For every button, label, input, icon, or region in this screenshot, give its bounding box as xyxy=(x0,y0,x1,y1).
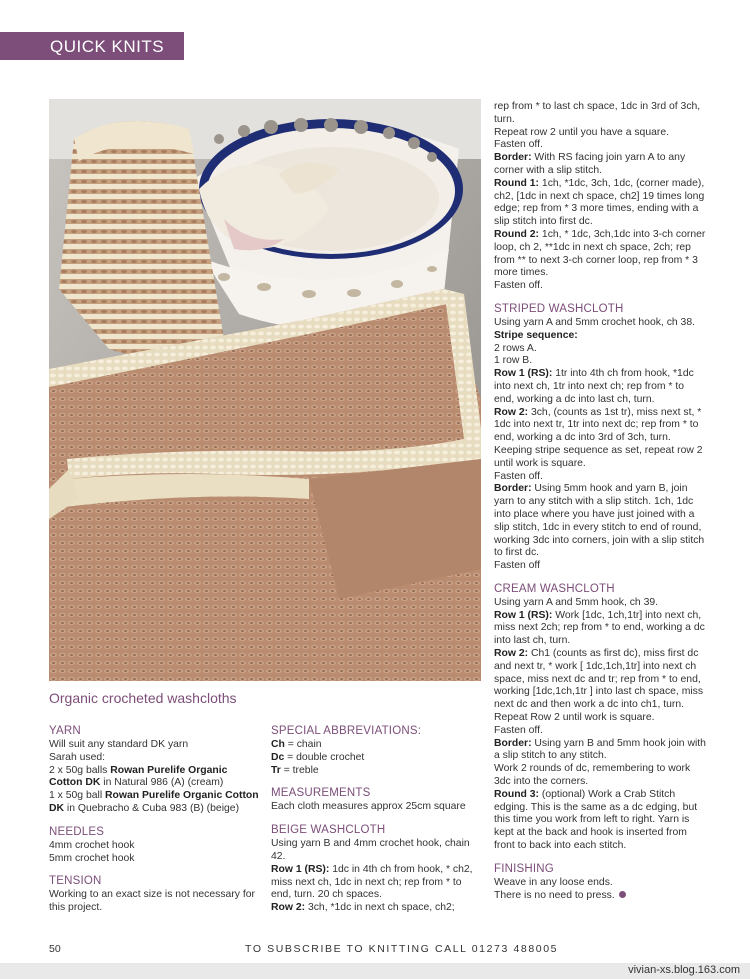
row-text: Using yarn B and 5mm hook join with a slip stitch to any stitch. xyxy=(494,737,706,762)
pattern-text: Using yarn A and 5mm hook, ch 39. xyxy=(494,596,659,608)
pattern-text: Using yarn A and 5mm crochet hook, ch 38. xyxy=(494,316,695,328)
pattern-row xyxy=(494,610,706,648)
pattern-row xyxy=(494,368,706,406)
abbreviation xyxy=(271,765,481,778)
pattern-text: rep from * to last ch space, 1dc in 3rd of 3ch, turn. xyxy=(494,101,701,125)
pattern-text: Fasten off. xyxy=(494,724,543,736)
page-number: 50 xyxy=(49,943,61,955)
text: 1 x 50g ball xyxy=(49,790,106,802)
column-3 xyxy=(494,101,706,902)
pattern-text: 1 row B. xyxy=(494,355,533,367)
pattern-row xyxy=(494,789,706,853)
beige-row xyxy=(271,902,481,915)
yarn-line xyxy=(49,765,259,791)
abbr-term: Ch xyxy=(271,739,285,750)
row-label: Row 2: xyxy=(494,648,529,660)
column-2 xyxy=(271,724,481,915)
end-mark-icon xyxy=(619,891,626,898)
beige-heading: BEIGE WASHCLOTH xyxy=(271,824,386,837)
row-text: Ch1 (counts as first dc), miss first dc and next tr, * work [ 1dc,1ch,1tr] into next ch space, miss next dc and tr; rep from * to end, working [1dc,1ch,1tr ] into last ch space, miss next dc and then work a dc into ch1, turn. xyxy=(494,648,704,711)
yarn-line: Sarah used: xyxy=(49,751,106,763)
pattern-text: Keeping stripe sequence as set, repeat row 2 until work is square. xyxy=(494,444,703,469)
column-1 xyxy=(49,724,259,915)
abbr-def: = chain xyxy=(284,739,322,750)
pattern-text: Fasten off. xyxy=(494,280,543,292)
row-text: 1dc in 4th ch from hook, * ch2, miss next ch, 1dc in next ch; rep from * to end, turn. 20 ch spaces. xyxy=(271,863,473,901)
pattern-row xyxy=(494,229,706,280)
abbr-def: = treble xyxy=(280,764,319,776)
watermark-bar xyxy=(0,963,750,979)
measurements-text: Each cloth measures approx 25cm square xyxy=(271,801,466,813)
row-label: Border: xyxy=(494,152,532,164)
row-label: Round 1: xyxy=(494,177,540,189)
pattern-row xyxy=(494,483,706,560)
row-label: Border: xyxy=(494,737,532,749)
row-label: Border: xyxy=(494,483,532,495)
watermark-text: vivian-xs.blog.163.com xyxy=(628,964,740,976)
row-text: 1tr into 4th ch from hook, *1dc into next ch, 1tr into next ch; rep from * to end, working a dc into last ch, turn. xyxy=(494,368,694,405)
pattern-row xyxy=(494,407,706,445)
beige-text: Using yarn B and 4mm crochet hook, chain 42. xyxy=(271,838,470,862)
finishing-heading: FINISHING xyxy=(494,862,554,875)
row-label: Row 1 (RS): xyxy=(494,368,553,380)
yarn-line: Will suit any standard DK yarn xyxy=(49,739,189,750)
pattern-text: 2 rows A. xyxy=(494,342,537,354)
row-text: 3ch, (counts as 1st tr), miss next st, * 1dc into next tr, 1tr into next dc; rep from * to end, working a dc into 3rd of 3ch, turn. xyxy=(494,406,702,444)
row-label: Row 1 (RS): xyxy=(271,863,330,875)
cream-heading: CREAM WASHCLOTH xyxy=(494,582,615,595)
pattern-row xyxy=(494,178,706,229)
pattern-text xyxy=(494,890,706,903)
pattern-text: Repeat Row 2 until work is square. xyxy=(494,712,655,724)
abbr-def: = double crochet xyxy=(284,751,365,763)
pattern-row xyxy=(494,738,706,764)
yarn-heading: YARN xyxy=(49,725,81,737)
needles-line: 4mm crochet hook xyxy=(49,839,135,851)
pattern-row xyxy=(494,648,706,712)
beige-row xyxy=(271,864,481,902)
text: 2 x 50g balls xyxy=(49,764,111,776)
section-band xyxy=(0,32,184,60)
row-text: Using 5mm hook and yarn B, join yarn to any stitch with a slip stitch. 1ch, 1dc into place where you have just joined with a slip stitch, 1dc in every stitch to end of round, working 3dc into corners, join with a slip stitch to first dc. xyxy=(494,483,705,559)
row-text: With RS facing join yarn A to any corner with a slip stitch. xyxy=(494,152,686,176)
needles-heading: NEEDLES xyxy=(49,825,105,838)
pattern-text: Fasten off. xyxy=(494,139,543,151)
row-text: 3ch, *1dc in next ch space, ch2; xyxy=(305,902,455,914)
pattern-row xyxy=(494,152,706,178)
pattern-text: Fasten off xyxy=(494,560,541,572)
text: in Quebracho & Cuba 983 (B) (beige) xyxy=(64,802,240,814)
abbreviations-heading: SPECIAL ABBREVIATIONS: xyxy=(271,725,422,737)
photo-caption: Organic crocheted washcloths xyxy=(49,690,237,706)
row-label: Row 2: xyxy=(494,406,529,418)
yarn-brand: Rowan Purelife Organic Cotton DK xyxy=(49,764,228,789)
abbr-term: Tr xyxy=(271,764,281,776)
measurements-heading: MEASUREMENTS xyxy=(271,787,371,800)
section-title: QUICK KNITS xyxy=(50,37,165,56)
striped-heading: STRIPED WASHCLOTH xyxy=(494,302,624,315)
pattern-text: Weave in any loose ends. xyxy=(494,876,613,888)
subscribe-line: TO SUBSCRIBE TO KNITTING CALL 01273 488005 xyxy=(245,943,559,955)
washcloth-photo xyxy=(49,99,481,681)
tension-heading: TENSION xyxy=(49,875,102,888)
abbreviation xyxy=(271,752,481,765)
row-text: (optional) Work a Crab Stitch edging. This is the same as a dc edging, but this time you work from left to right. Yarn is kept at the back and hook is inserted from front to back into each stitch. xyxy=(494,788,698,852)
row-text: 1ch, * 1dc, 3ch,1dc into 3-ch corner loop, ch 2, **1dc in next ch space, 2ch; rep from ** to next 3-ch corner loop, rep from * 3 more times. xyxy=(494,228,706,279)
row-text: Work [1dc, 1ch,1tr] into next ch, miss next 2ch; rep from * to end, working a dc into last ch, turn. xyxy=(494,609,705,647)
row-text: 1ch, *1dc, 3ch, 1dc, (corner made), ch2, [1dc in next ch space, ch2] 19 times long edge; rep from * 3 more times, ending with a slip stitch into first dc. xyxy=(494,177,705,228)
text: There is no need to press. xyxy=(494,889,615,901)
yarn-brand: Rowan Purelife Organic Cotton DK xyxy=(49,790,259,814)
text: in Natural 986 (A) (cream) xyxy=(100,777,224,789)
row-label: Row 1 (RS): xyxy=(494,609,553,621)
row-label: Round 3: xyxy=(494,788,540,800)
row-label: Round 2: xyxy=(494,228,540,240)
needles-line: 5mm crochet hook xyxy=(49,852,135,864)
pattern-text: Repeat row 2 until you have a square. xyxy=(494,126,670,138)
pattern-text: Fasten off. xyxy=(494,470,543,482)
abbreviation xyxy=(271,739,481,752)
washcloth-illustration xyxy=(49,99,481,681)
row-label: Row 2: xyxy=(271,902,306,914)
row-label: Stripe sequence: xyxy=(494,329,578,341)
tension-text: Working to an exact size is not necessary for this project. xyxy=(49,889,255,914)
pattern-text: Work 2 rounds of dc, remembering to work 3dc into the corners. xyxy=(494,763,691,788)
abbr-term: Dc xyxy=(271,751,285,763)
pattern-text xyxy=(494,330,706,343)
yarn-line xyxy=(49,790,259,816)
